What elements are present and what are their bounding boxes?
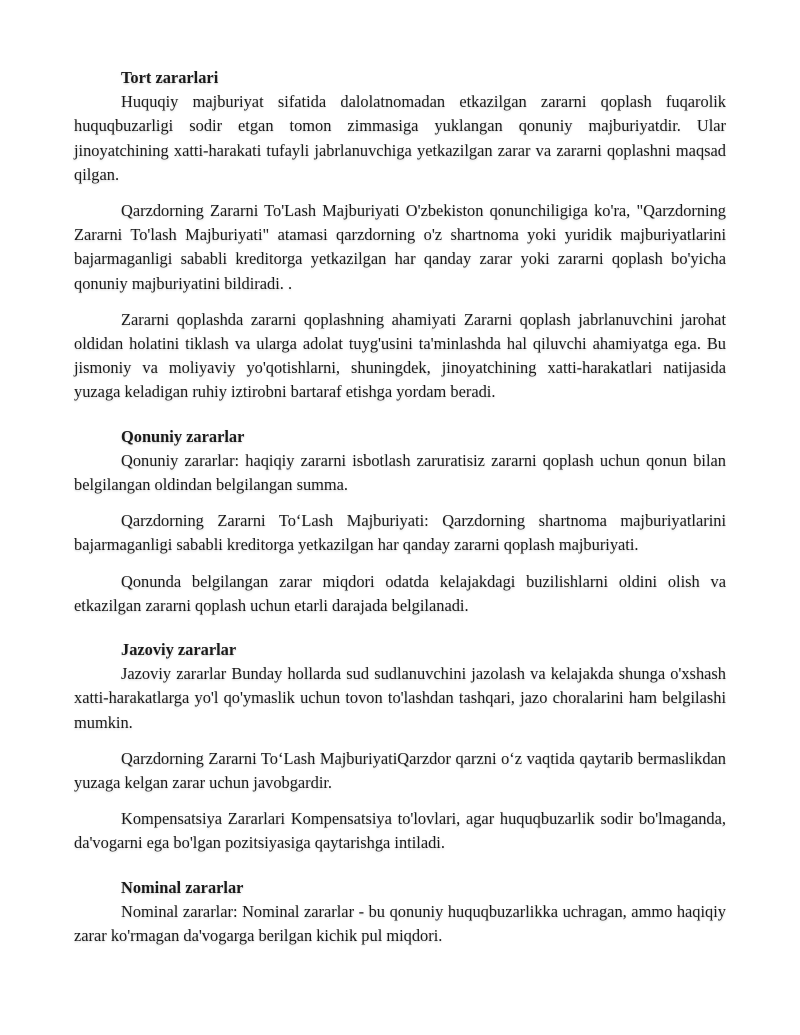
- paragraph: Qarzdorning Zararni To'Lash Majburiyati O'zbekiston qonunchiligiga ko'ra, "Qarzdorning Zararni To'lash Majburiyati" atamasi qarzdorning o'z shartnoma yoki yuridik majburiyatlarini bajarmaganligi sababli kreditorga yetkazilgan har qanday zarar yoki zararni qoplash bo'yicha qonuniy majburiyatini bildiradi. .: [74, 201, 726, 293]
- paragraph: Qarzdorning Zararni To‘Lash Majburiyati: Qarzdorning shartnoma majburiyatlarini bajarmaganligi sababli kreditorga yetkazilgan har qanday zararni qoplash majburiyati.: [74, 511, 726, 555]
- section-heading: Jazoviy zararlar: [121, 640, 237, 660]
- section-heading: Qonuniy zararlar: [121, 426, 245, 446]
- section-qonuniy-zararlar: [74, 425, 726, 618]
- section-nominal-zararlar: [74, 876, 726, 949]
- section-heading: Tort zararlari: [121, 68, 219, 87]
- paragraph: Huquqiy majburiyat sifatida dalolatnomadan etkazilgan zararni qoplash fuqarolik huquqbuzarligi sodir etgan tomon zimmasiga yuklangan qonuniy majburiyatdir. Ular jinoyatchining xatti-harakati tufayli jabrlanuvchiga yetkazilgan zarar va zararni qoplashni maqsad qilgan.: [74, 92, 726, 184]
- paragraph: Jazoviy zararlar Bunday hollarda sud sudlanuvchini jazolash va kelajakda shunga o'xshash xatti-harakatlarga yo'l qo'ymaslik uchun tovon to'lashdan tashqari, jazo choralarini ham belgilashi mumkin.: [74, 664, 726, 732]
- paragraph: Zararni qoplashda zararni qoplashning ahamiyati Zararni qoplash jabrlanuvchini jarohat oldidan holatini tiklash va ularga adolat tuyg'usini ta'minlashda hal qiluvchi ahamiyatga ega. Bu jismoniy va moliyaviy yo'qotishlarni, shuningdek, jinoyatchining xatti-harakatlari natijasida yuzaga keladigan ruhiy iztirobni bartaraf etishga yordam beradi.: [74, 309, 726, 402]
- paragraph: Kompensatsiya Zararlari Kompensatsiya to'lovlari, agar huquqbuzarlik sodir bo'lmaganda, da'vogarni ega bo'lgan pozitsiyasiga qaytarishga intiladi.: [74, 809, 726, 853]
- paragraph: Qarzdorning Zararni To‘Lash MajburiyatiQarzdor qarzni o‘z vaqtida qaytarib bermaslikdan yuzaga kelgan zarar uchun javobgardir.: [74, 748, 726, 793]
- section-heading: Nominal zararlar: [121, 877, 244, 897]
- paragraph: Qonuniy zararlar: haqiqiy zararni isbotlash zaruratisiz zararni qoplash uchun qonun bilan belgilangan oldindan belgilangan summa.: [74, 450, 726, 495]
- paragraph: Qonunda belgilangan zarar miqdori odatda kelajakdagi buzilishlarni oldini olish va etkazilgan zararni qoplash uchun etarli darajada belgilanadi.: [74, 571, 726, 615]
- paragraph: Nominal zararlar: Nominal zararlar - bu qonuniy huquqbuzarlikka uchragan, ammo haqiqiy zarar ko'rmagan da'vogarga berilgan kichik pul miqdori.: [74, 901, 726, 946]
- section-jazoviy-zararlar: [74, 638, 726, 856]
- section-tort-zararlari: [74, 66, 726, 405]
- document-page: [74, 66, 726, 948]
